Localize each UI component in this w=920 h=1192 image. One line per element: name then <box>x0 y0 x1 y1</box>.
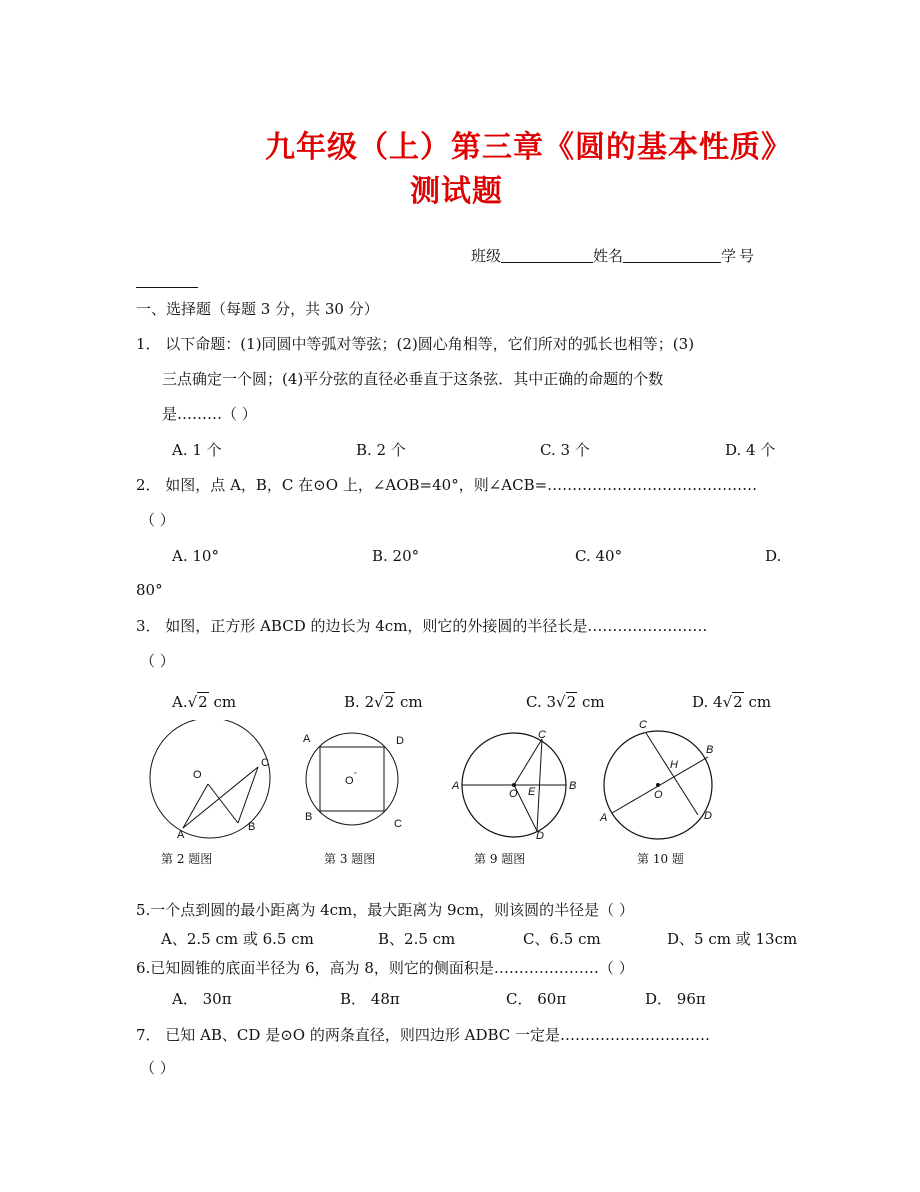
q6-option-b[interactable]: B． 48π <box>340 990 400 1008</box>
fig9-label-e: E <box>528 786 536 798</box>
q5-option-c[interactable]: C、6.5 cm <box>523 930 601 948</box>
section-heading: 一、选择题（每题 3 分，共 30 分） <box>136 300 379 318</box>
fig3-label-o: O <box>345 775 354 787</box>
figure-2 <box>140 720 290 845</box>
fig9-center-dot <box>512 783 516 787</box>
fig3-label-a: A <box>303 733 311 745</box>
fig10-label-c: C <box>639 719 647 731</box>
fig9-label-o: O <box>509 788 518 800</box>
q2-option-d-value: 80° <box>136 581 163 599</box>
fig9-label-d: D <box>536 830 544 842</box>
q2-line-1: 2． 如图，点 A，B，C 在⊙O 上，∠AOB=40°，则∠ACB=…………………………………… <box>136 476 758 494</box>
q5-option-b[interactable]: B、2.5 cm <box>378 930 456 948</box>
fig3-label-d: D <box>396 735 404 747</box>
q1-option-b[interactable]: B. 2 个 <box>356 441 406 459</box>
fig3-degree-mark: ° <box>354 772 357 779</box>
fig10-label-b: B <box>706 744 714 756</box>
fig9-label-a: A <box>452 780 460 792</box>
fig9-label-c: C <box>538 729 546 741</box>
sqrt-symbol: √2 <box>722 693 743 711</box>
name-blank[interactable] <box>623 248 721 263</box>
q3-option-a[interactable]: A.√2 cm <box>172 693 237 711</box>
q7-line-1: 7． 已知 AB、CD 是⊙O 的两条直径，则四边形 ADBC 一定是………………………… <box>136 1026 711 1044</box>
name-label: 姓名 <box>593 247 624 265</box>
q3-option-d[interactable]: D. 4√2 cm <box>692 693 772 711</box>
q5-line-1: 5.一个点到圆的最小距离为 4cm，最大距离为 9cm，则该圆的半径是（ ） <box>136 901 634 919</box>
q5-option-a[interactable]: A、2.5 cm 或 6.5 cm <box>161 930 314 948</box>
number-label: 学号 <box>721 247 758 265</box>
q6-option-a[interactable]: A． 30π <box>172 990 232 1008</box>
sqrt-symbol: √2 <box>556 693 577 711</box>
q6-option-d[interactable]: D． 96π <box>645 990 706 1008</box>
figure-10 <box>596 715 726 840</box>
fig2-segment-oa <box>183 784 208 828</box>
q1-line-3: 是………（ ） <box>162 405 257 423</box>
fig9-label-b: B <box>569 780 577 792</box>
fig2-label-a: A <box>177 829 185 841</box>
fig9-caption: 第 9 题图 <box>474 852 526 866</box>
figure-3 <box>300 725 415 835</box>
q5-option-d[interactable]: D、5 cm 或 13cm <box>667 930 798 948</box>
figure-9 <box>448 725 583 845</box>
class-label: 班级 <box>471 247 502 265</box>
number-blank[interactable] <box>136 287 198 288</box>
q2-option-d[interactable]: D. <box>765 547 782 565</box>
fig3-label-c: C <box>394 818 402 830</box>
q6-option-c[interactable]: C． 60π <box>506 990 567 1008</box>
sqrt-symbol: √2 <box>187 693 208 711</box>
fig2-caption: 第 2 题图 <box>161 852 213 866</box>
fig10-center-dot <box>656 783 660 787</box>
fig10-label-o: O <box>654 789 663 801</box>
title-line-1: 九年级（上）第三章《圆的基本性质》 <box>265 130 792 165</box>
q2-option-b[interactable]: B. 20° <box>372 547 420 565</box>
student-info-line <box>471 246 757 266</box>
q6-line-1: 6.已知圆锥的底面半径为 6，高为 8，则它的侧面积是…………………（ ） <box>136 959 634 977</box>
q3-line-2: （ ） <box>140 652 175 670</box>
q2-line-2: （ ） <box>140 511 175 529</box>
fig2-label-b: B <box>248 821 256 833</box>
q1-option-a[interactable]: A. 1 个 <box>172 441 222 459</box>
q2-option-c[interactable]: C. 40° <box>575 547 623 565</box>
q3-option-b[interactable]: B. 2√2 cm <box>344 693 423 711</box>
class-blank[interactable] <box>501 248 593 263</box>
q1-line-1: 1． 以下命题：(1)同圆中等弧对等弦；(2)圆心角相等，它们所对的弧长也相等；(3) <box>136 335 695 353</box>
q2-option-a[interactable]: A. 10° <box>172 547 219 565</box>
q3-line-1: 3． 如图，正方形 ABCD 的边长为 4cm，则它的外接圆的半径长是…………………… <box>136 617 708 635</box>
fig10-caption: 第 10 题 <box>637 852 684 866</box>
fig10-label-d: D <box>704 810 712 822</box>
fig10-label-h: H <box>670 759 678 771</box>
fig3-label-b: B <box>305 811 313 823</box>
q1-option-d[interactable]: D. 4 个 <box>725 441 776 459</box>
fig2-label-o: O <box>193 769 202 781</box>
fig2-label-c: C <box>261 757 269 769</box>
fig10-chord-cd <box>646 733 698 815</box>
fig9-segment-oc <box>514 739 542 785</box>
q1-line-2: 三点确定一个圆；(4)平分弦的直径必垂直于这条弦．其中正确的命题的个数 <box>162 370 664 388</box>
title-line-2: 测试题 <box>410 174 503 209</box>
q3-option-c[interactable]: C. 3√2 cm <box>526 693 605 711</box>
q1-option-c[interactable]: C. 3 个 <box>540 441 590 459</box>
fig3-caption: 第 3 题图 <box>324 852 376 866</box>
fig10-label-a: A <box>600 812 608 824</box>
sqrt-symbol: √2 <box>374 693 395 711</box>
q7-line-2: （ ） <box>140 1059 175 1077</box>
